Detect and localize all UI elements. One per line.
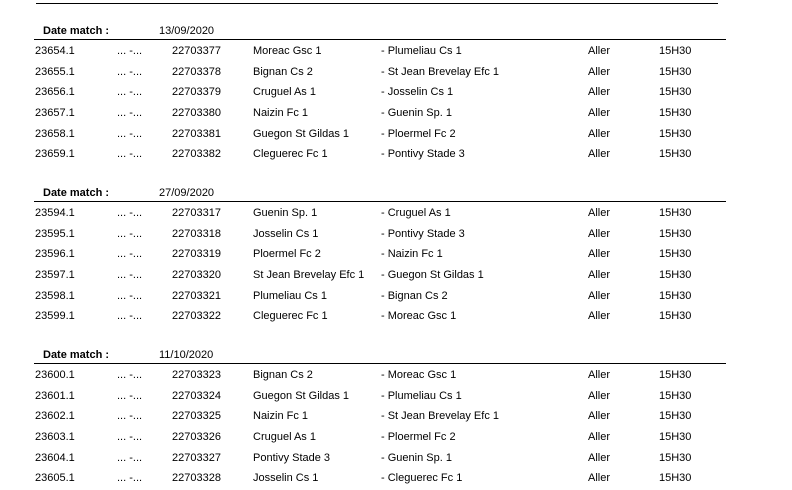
match-row	[0, 307, 792, 328]
match-list	[0, 42, 792, 166]
match-number: 22703326	[172, 431, 221, 444]
match-type: Aller	[588, 227, 611, 240]
section-divider	[34, 39, 726, 40]
match-type: Aller	[588, 410, 611, 423]
home-team: Naizin Fc 1	[253, 410, 309, 423]
match-placeholder: ... -...	[117, 248, 143, 261]
home-team: Guenin Sp. 1	[253, 207, 318, 219]
match-placeholder: ... -...	[117, 451, 143, 464]
home-team: Pontivy Stade 3	[253, 451, 331, 464]
match-row	[0, 204, 792, 225]
home-team: Cruguel As 1	[253, 431, 316, 444]
match-number: 22703320	[172, 269, 221, 282]
kickoff-time: 15H30	[659, 248, 692, 261]
kickoff-time: 15H30	[659, 227, 692, 240]
kickoff-time: 15H30	[659, 107, 692, 120]
away-team: - Guegon St Gildas 1	[381, 269, 484, 282]
kickoff-time: 15H30	[659, 431, 692, 444]
match-row	[0, 225, 792, 246]
match-placeholder: ... -...	[117, 86, 143, 99]
away-team: - Plumeliau Cs 1	[381, 45, 462, 57]
match-type: Aller	[588, 389, 611, 402]
match-type: Aller	[588, 451, 611, 464]
home-team: St Jean Brevelay Efc 1	[253, 269, 365, 282]
match-type: Aller	[588, 107, 611, 120]
match-list	[0, 366, 792, 490]
home-team: Guegon St Gildas 1	[253, 127, 350, 140]
home-team: Josselin Cs 1	[253, 227, 319, 240]
match-number: 22703381	[172, 127, 221, 140]
match-placeholder: ... -...	[117, 310, 143, 323]
kickoff-time: 15H30	[659, 310, 692, 323]
match-id: 23656.1	[35, 86, 75, 99]
match-placeholder: ... -...	[117, 207, 143, 219]
date-header	[0, 21, 792, 41]
away-team: - St Jean Brevelay Efc 1	[381, 410, 499, 423]
match-type: Aller	[588, 369, 611, 381]
match-type: Aller	[588, 65, 611, 78]
match-id: 23658.1	[35, 127, 75, 140]
match-row	[0, 387, 792, 408]
away-team: - Cruguel As 1	[381, 207, 451, 219]
match-placeholder: ... -...	[117, 389, 143, 402]
match-number: 22703327	[172, 451, 221, 464]
match-row	[0, 104, 792, 125]
match-row	[0, 245, 792, 266]
away-team: - Naizin Fc 1	[381, 248, 443, 261]
match-row	[0, 428, 792, 449]
match-id: 23594.1	[35, 207, 75, 219]
match-number: 22703324	[172, 389, 221, 402]
match-number: 22703319	[172, 248, 221, 261]
kickoff-time: 15H30	[659, 86, 692, 99]
away-team: - Josselin Cs 1	[381, 86, 454, 99]
away-team: - Bignan Cs 2	[381, 289, 448, 302]
match-row	[0, 287, 792, 308]
date-value: 13/09/2020	[159, 25, 215, 37]
match-id: 23601.1	[35, 389, 75, 402]
match-row	[0, 83, 792, 104]
home-team: Cruguel As 1	[253, 86, 316, 99]
match-row	[0, 63, 792, 84]
match-id: 23600.1	[35, 369, 75, 381]
away-team: - Pontivy Stade 3	[381, 148, 465, 161]
match-id: 23605.1	[35, 472, 75, 485]
match-placeholder: ... -...	[117, 472, 143, 485]
match-id: 23596.1	[35, 248, 75, 261]
match-number: 22703382	[172, 148, 221, 161]
kickoff-time: 15H30	[659, 410, 692, 423]
match-number: 22703323	[172, 369, 221, 381]
home-team: Ploermel Fc 2	[253, 248, 321, 261]
match-number: 22703321	[172, 289, 221, 302]
match-list	[0, 204, 792, 328]
match-placeholder: ... -...	[117, 45, 143, 57]
match-type: Aller	[588, 248, 611, 261]
match-number: 22703380	[172, 107, 221, 120]
match-row	[0, 42, 792, 63]
match-id: 23602.1	[35, 410, 75, 423]
match-type: Aller	[588, 127, 611, 140]
away-team: - Ploermel Fc 2	[381, 431, 456, 444]
match-type: Aller	[588, 207, 611, 219]
match-row	[0, 366, 792, 387]
away-team: - Plumeliau Cs 1	[381, 389, 462, 402]
home-team: Naizin Fc 1	[253, 107, 309, 120]
date-header	[0, 345, 792, 365]
match-placeholder: ... -...	[117, 431, 143, 444]
match-type: Aller	[588, 86, 611, 99]
match-placeholder: ... -...	[117, 227, 143, 240]
match-id: 23597.1	[35, 269, 75, 282]
date-header	[0, 183, 792, 203]
date-section	[0, 21, 792, 161]
match-id: 23654.1	[35, 45, 75, 57]
kickoff-time: 15H30	[659, 472, 692, 485]
match-number: 22703378	[172, 65, 221, 78]
away-team: - Guenin Sp. 1	[381, 451, 452, 464]
match-id: 23657.1	[35, 107, 75, 120]
section-divider	[34, 363, 726, 364]
match-id: 23603.1	[35, 431, 75, 444]
away-team: - Moreac Gsc 1	[381, 369, 457, 381]
date-match-label: Date match :	[43, 349, 110, 361]
date-match-label: Date match :	[43, 25, 110, 37]
date-section	[0, 183, 792, 323]
match-row	[0, 449, 792, 470]
home-team: Cleguerec Fc 1	[253, 310, 328, 323]
away-team: - Pontivy Stade 3	[381, 227, 465, 240]
away-team: - Moreac Gsc 1	[381, 310, 457, 323]
match-number: 22703379	[172, 86, 221, 99]
match-type: Aller	[588, 45, 611, 57]
match-type: Aller	[588, 310, 611, 323]
kickoff-time: 15H30	[659, 289, 692, 302]
date-match-label: Date match :	[43, 187, 110, 199]
home-team: Cleguerec Fc 1	[253, 148, 328, 161]
match-id: 23599.1	[35, 310, 75, 323]
match-id: 23598.1	[35, 289, 75, 302]
date-value: 27/09/2020	[159, 187, 215, 199]
match-placeholder: ... -...	[117, 269, 143, 282]
match-type: Aller	[588, 431, 611, 444]
match-row	[0, 145, 792, 166]
away-team: - St Jean Brevelay Efc 1	[381, 65, 499, 78]
match-placeholder: ... -...	[117, 107, 143, 120]
kickoff-time: 15H30	[659, 451, 692, 464]
kickoff-time: 15H30	[659, 148, 692, 161]
match-number: 22703377	[172, 45, 221, 57]
kickoff-time: 15H30	[659, 65, 692, 78]
kickoff-time: 15H30	[659, 269, 692, 282]
match-placeholder: ... -...	[117, 65, 143, 78]
away-team: - Cleguerec Fc 1	[381, 472, 463, 485]
match-number: 22703322	[172, 310, 221, 323]
kickoff-time: 15H30	[659, 389, 692, 402]
kickoff-time: 15H30	[659, 207, 692, 219]
home-team: Josselin Cs 1	[253, 472, 319, 485]
match-number: 22703325	[172, 410, 221, 423]
match-type: Aller	[588, 269, 611, 282]
match-row	[0, 266, 792, 287]
match-type: Aller	[588, 148, 611, 161]
match-id: 23604.1	[35, 451, 75, 464]
match-placeholder: ... -...	[117, 369, 143, 381]
match-type: Aller	[588, 289, 611, 302]
date-value: 11/10/2020	[159, 349, 214, 361]
match-placeholder: ... -...	[117, 410, 143, 423]
away-team: - Ploermel Fc 2	[381, 127, 456, 140]
match-row	[0, 125, 792, 146]
away-team: - Guenin Sp. 1	[381, 107, 452, 120]
match-placeholder: ... -...	[117, 289, 143, 302]
match-id: 23659.1	[35, 148, 75, 161]
home-team: Guegon St Gildas 1	[253, 389, 350, 402]
match-id: 23595.1	[35, 227, 75, 240]
match-id: 23655.1	[35, 65, 75, 78]
home-team: Bignan Cs 2	[253, 369, 313, 381]
match-number: 22703317	[172, 207, 221, 219]
match-number: 22703328	[172, 472, 221, 485]
kickoff-time: 15H30	[659, 45, 692, 57]
match-row	[0, 407, 792, 428]
date-section	[0, 345, 792, 485]
kickoff-time: 15H30	[659, 369, 692, 381]
section-divider	[34, 201, 726, 202]
match-placeholder: ... -...	[117, 148, 143, 161]
match-number: 22703318	[172, 227, 221, 240]
home-team: Plumeliau Cs 1	[253, 289, 327, 302]
match-placeholder: ... -...	[117, 127, 143, 140]
kickoff-time: 15H30	[659, 127, 692, 140]
home-team: Bignan Cs 2	[253, 65, 313, 78]
match-type: Aller	[588, 472, 611, 485]
home-team: Moreac Gsc 1	[253, 45, 322, 57]
